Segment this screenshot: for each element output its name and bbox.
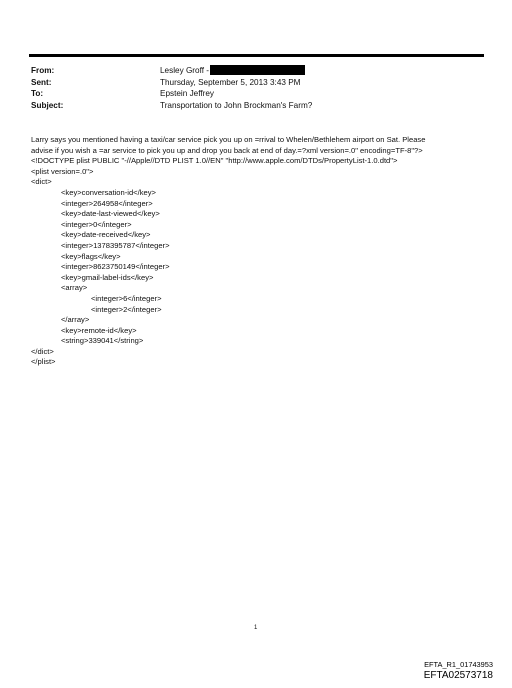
to-value: Epstein Jeffrey <box>160 89 215 99</box>
email-body <box>31 135 491 368</box>
body-paragraph-line-2: advise if you wish a =ar service to pick you up and drop you back at end of day.=?xml version=.0" encoding=TF-8"?> <box>31 145 423 155</box>
subject-value: Transportation to John Brockman's Farm? <box>160 100 313 110</box>
header-rule <box>29 54 484 57</box>
footer-ids <box>424 660 493 682</box>
dict-open-line: <dict> <box>31 177 52 187</box>
subject-label: Subject: <box>31 100 64 110</box>
subject-row <box>31 100 312 112</box>
from-row <box>31 65 312 77</box>
plist-key-line: <key>date-last-viewed</key> <box>61 209 160 219</box>
sent-label: Sent: <box>31 77 52 87</box>
plist-value-line: <string>339041</string> <box>61 336 144 346</box>
plist-key-line: <key>flags</key> <box>61 251 121 261</box>
page-number: 1 <box>254 625 258 631</box>
to-row <box>31 88 312 100</box>
plist-value-line: <integer>1378395787</integer> <box>61 240 170 250</box>
sent-value: Thursday, September 5, 2013 3:43 PM <box>160 77 301 87</box>
doctype-line: <!DOCTYPE plist PUBLIC "-//Apple//DTD PLIST 1.0//EN" "http://www.apple.com/DTDs/PropertyList-1.0.dtd"> <box>31 156 398 166</box>
plist-key-line: <key>gmail-label-ids</key> <box>61 272 154 282</box>
redaction-box <box>210 65 305 75</box>
sent-row <box>31 77 312 89</box>
plist-key-line: <key>remote-id</key> <box>61 325 137 335</box>
plist-close-line: </plist> <box>31 357 56 367</box>
plist-value-line: <integer>264958</integer> <box>61 198 153 208</box>
array-open-line: <array> <box>61 283 88 293</box>
plist-key-line: <key>conversation-id</key> <box>61 187 156 197</box>
from-label: From: <box>31 66 55 75</box>
from-value <box>160 65 305 77</box>
array-item-line: <integer>2</integer> <box>91 304 162 314</box>
from-sender: Lesley Groff - <box>160 66 209 75</box>
plist-key-line: <key>date-received</key> <box>61 230 151 240</box>
plist-open-line: <plist version=.0"> <box>31 166 94 176</box>
plist-value-line: <integer>0</integer> <box>61 219 132 229</box>
body-paragraph-line-1: Larry says you mentioned having a taxi/car service pick you up on =rrival to Whelen/Bethlehem airport on Sat. Please <box>31 135 426 144</box>
array-close-line: </array> <box>61 315 90 325</box>
array-item-line: <integer>6</integer> <box>91 293 162 303</box>
footer-id-2: EFTA02573718 <box>423 670 493 681</box>
to-label: To: <box>31 89 44 99</box>
plist-value-line: <integer>8623750149</integer> <box>61 262 170 272</box>
dict-close-line: </dict> <box>31 346 54 356</box>
email-header <box>31 65 312 111</box>
footer-id-1: EFTA_R1_01743953 <box>424 660 493 669</box>
